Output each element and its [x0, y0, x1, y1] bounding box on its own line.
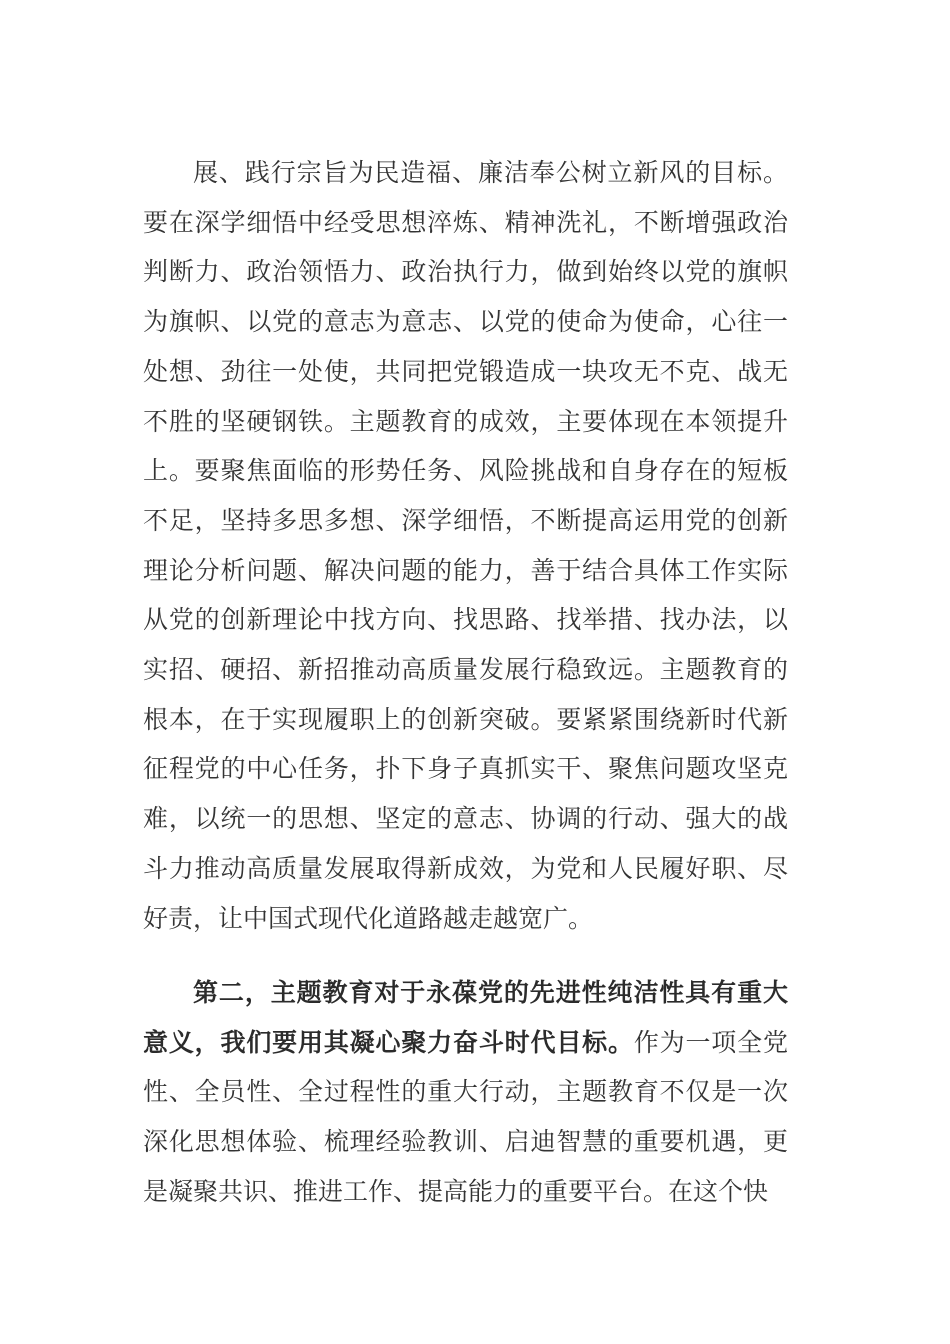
paragraph-2-body: 作为一项全党性、全员性、全过程性的重大行动，主题教育不仅是一次深化思想体验、梳理经验教训、启迪智慧的重要机遇，更是凝聚共识、推进工作、提高能力的重要平台。在这个快 — [143, 1027, 788, 1206]
paragraph-1: 展、践行宗旨为民造福、廉洁奉公树立新风的目标。要在深学细悟中经受思想淬炼、精神洗礼，不断增强政治判断力、政治领悟力、政治执行力，做到始终以党的旗帜为旗帜、以党的意志为意志、以党的使命为使命，心往一处想、劲往一处使，共同把党锻造成一块攻无不克、战无不胜的坚硬钢铁。主题教育的成效，主要体现在本领提升上。要聚焦面临的形势任务、风险挑战和自身存在的短板不足，坚持多思多想、深学细悟，不断提高运用党的创新理论分析问题、解决问题的能力，善于结合具体工作实际从党的创新理论中找方向、找思路、找举措、找办法，以实招、硬招、新招推动高质量发展行稳致远。主题教育的根本，在于实现履职上的创新突破。要紧紧围绕新时代新征程党的中心任务，扑下身子真抓实干、聚焦问题攻坚克难，以统一的思想、坚定的意志、协调的行动、强大的战斗力推动高质量发展取得新成效，为党和人民履好职、尽好责，让中国式现代化道路越走越宽广。 — [143, 158, 788, 933]
paragraph-2 — [143, 968, 788, 1217]
paragraph-2-heading: 第二，主题教育对于永葆党的先进性纯洁性具有重大意义，我们要用其凝心聚力奋斗时代目标。 — [143, 978, 788, 1057]
